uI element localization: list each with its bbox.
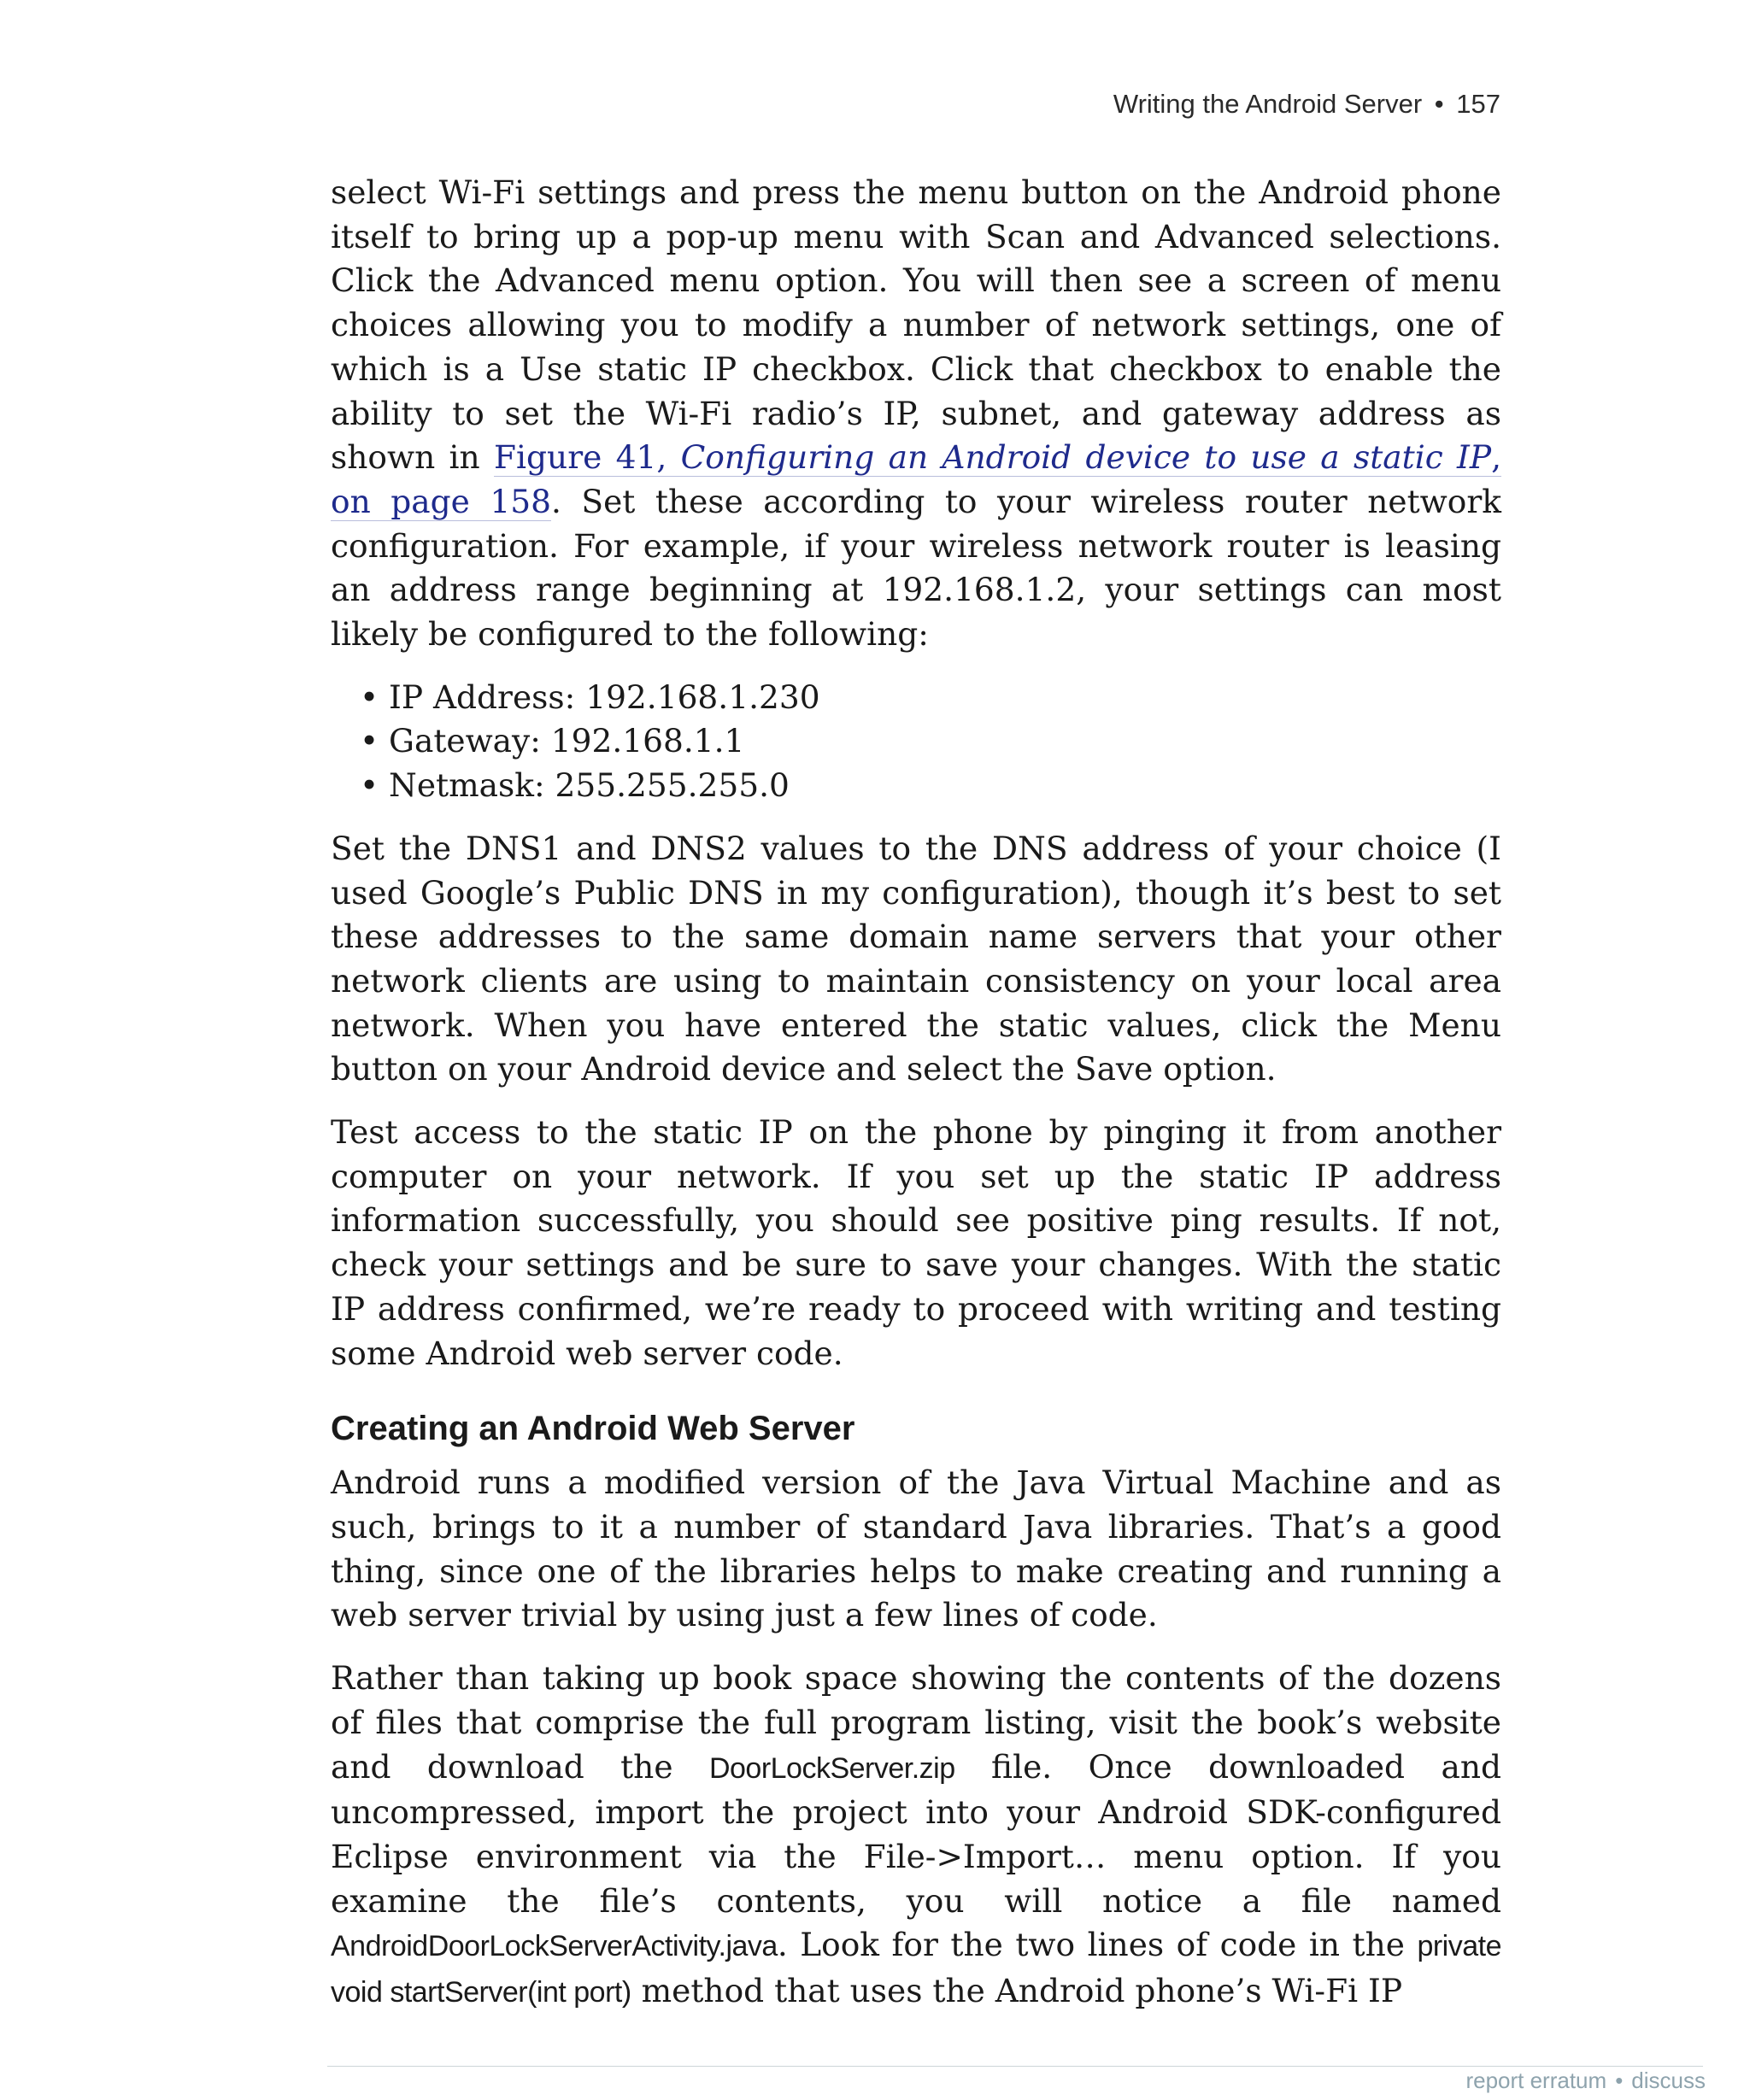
paragraph-text: method that uses the Android phone’s Wi-Fi IP: [631, 1972, 1403, 2010]
footer: [1465, 2068, 1706, 2094]
paragraph-java-vm: Android runs a modified version of the Java Virtual Machine and as such, brings to it a number of standard Java libraries. That’s a good thing, since one of the libraries helps to make creating and running a web server trivial by using just a few lines of code.: [331, 1464, 1501, 1634]
section-heading: Creating an Android Web Server: [331, 1410, 855, 1448]
link-suffix: , on page 158: [331, 438, 1501, 520]
list-item: • IP Address: 192.168.1.230: [360, 676, 1501, 720]
list-item: • Gateway: 192.168.1.1: [360, 719, 1501, 764]
paragraph-text: file. Once downloaded and uncompressed, import the project into your Android SDK-configured Eclipse environment via the File->Import… menu option. If you examine the file’s contents, you will notice a file named: [331, 1747, 1501, 1920]
footer-separator: •: [1615, 2068, 1624, 2093]
page-body: [331, 171, 1501, 2034]
link-prefix: Figure 41,: [494, 438, 681, 477]
paragraph-text: . Set these according to your wireless router network configuration. For example, if your wireless network router is leasing an address range beginning at 192.168.1.2, your settings can most likely be configured to the following:: [331, 482, 1501, 654]
list-item: • Netmask: 255.255.255.0: [360, 764, 1501, 808]
static-ip-settings-list: [331, 676, 1501, 808]
running-header: [1113, 89, 1500, 120]
header-separator: •: [1434, 89, 1444, 119]
paragraph-text: Rather than taking up book space showing the contents of the dozens of files that comprise the full program listing, visit the book’s website and download the: [331, 1659, 1501, 1786]
paragraph-download-project: [331, 1657, 1501, 2015]
code-filename-java: AndroidDoorLockServerActivity.java: [331, 1930, 778, 1963]
paragraph-ping-test: Test access to the static IP on the phone by pinging it from another computer on your network. If you set up the static IP address information successfully, you should see positive ping results. If not, check your settings and be sure to save your changes. With the static IP address confirmed, we’re ready to proceed with writing and testing some Android web server code.: [331, 1113, 1501, 1372]
paragraph-dns-settings: Set the DNS1 and DNS2 values to the DNS address of your choice (I used Google’s Public DNS in my configuration), though it’s best to set these addresses to the same domain name servers that your other network clients are using to maintain consistency on your local area network. When you have entered the static values, click the Menu button on your Android device and select the Save option.: [331, 829, 1501, 1088]
link-title: Configuring an Android device to use a static IP: [680, 438, 1492, 477]
page-number: 157: [1456, 89, 1500, 119]
code-filename-zip: DoorLockServer.zip: [708, 1751, 955, 1785]
paragraph-text: select Wi-Fi settings and press the menu button on the Android phone itself to bring up a pop-up menu with Scan and Advanced selections. Click the Advanced menu option. You will then see a screen of menu choices allowing you to modify a number of network settings, one of which is a Use static IP checkbox. Click that checkbox to enable the ability to set the Wi-Fi radio’s IP, subnet, and gateway address as shown in: [331, 173, 1501, 477]
paragraph-text: . Look for the two lines of code in the: [777, 1926, 1418, 1964]
code-method-signature: private void startServer(int port): [331, 1930, 1501, 2009]
footer-divider: [327, 2066, 1703, 2067]
discuss-link[interactable]: discuss: [1631, 2068, 1706, 2093]
running-title: Writing the Android Server: [1113, 89, 1423, 119]
report-erratum-link[interactable]: report erratum: [1465, 2068, 1607, 2093]
paragraph-wifi-settings: [331, 171, 1501, 657]
